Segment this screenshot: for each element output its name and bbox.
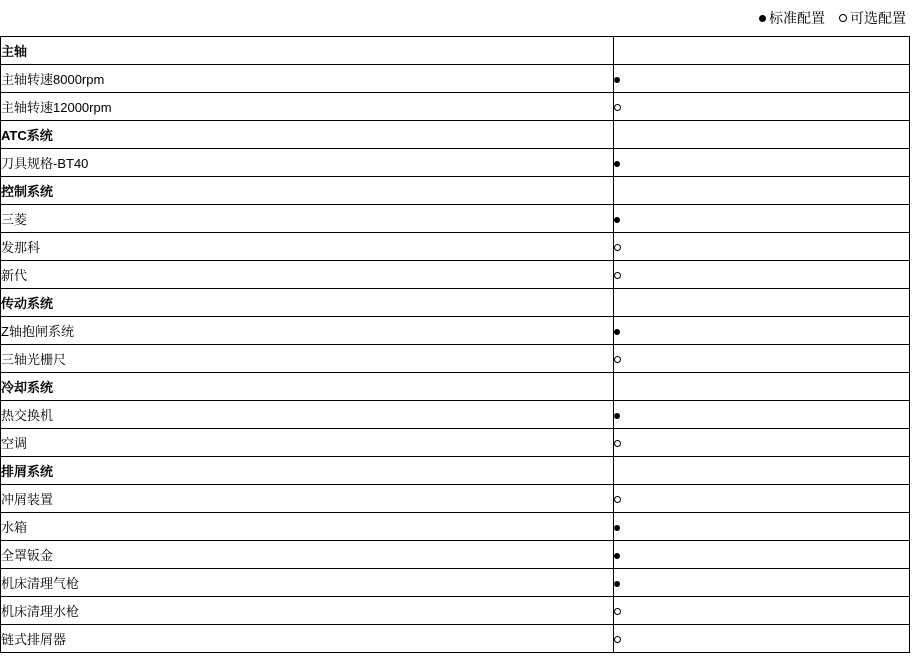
table-row — [1, 345, 910, 373]
table-row — [1, 233, 910, 261]
table-section-row — [1, 177, 910, 205]
filled-circle-icon — [614, 161, 620, 167]
option-mark-cell — [614, 345, 910, 373]
table-row — [1, 513, 910, 541]
section-title: 控制系统 — [1, 177, 614, 205]
option-mark-cell — [614, 177, 910, 205]
option-label: 全罩钣金 — [1, 541, 614, 569]
option-label: 空调 — [1, 429, 614, 457]
option-mark-cell — [614, 205, 910, 233]
table-row — [1, 429, 910, 457]
table-row — [1, 205, 910, 233]
option-mark-cell — [614, 625, 910, 653]
option-mark-cell — [614, 37, 910, 65]
option-label: Z轴抱闸系统 — [1, 317, 614, 345]
section-title: 主轴 — [1, 37, 614, 65]
option-mark-cell — [614, 289, 910, 317]
table-row — [1, 261, 910, 289]
option-mark-cell — [614, 457, 910, 485]
table-row — [1, 317, 910, 345]
open-circle-icon — [839, 14, 847, 22]
option-label: 三轴光栅尺 — [1, 345, 614, 373]
option-mark-cell — [614, 121, 910, 149]
table-row — [1, 541, 910, 569]
table-section-row — [1, 289, 910, 317]
option-mark-cell — [614, 373, 910, 401]
filled-circle-icon — [614, 525, 620, 531]
table-row — [1, 93, 910, 121]
open-circle-icon — [614, 356, 621, 363]
option-label: 水箱 — [1, 513, 614, 541]
legend-item-standard — [759, 8, 825, 28]
option-label: 新代 — [1, 261, 614, 289]
filled-circle-icon — [614, 553, 620, 559]
table-row — [1, 149, 910, 177]
legend-label-optional: 可选配置 — [850, 10, 906, 26]
option-label: 冲屑装置 — [1, 485, 614, 513]
option-mark-cell — [614, 93, 910, 121]
table-row — [1, 597, 910, 625]
open-circle-icon — [614, 272, 621, 279]
option-mark-cell — [614, 597, 910, 625]
table-row — [1, 401, 910, 429]
table-row — [1, 569, 910, 597]
option-mark-cell — [614, 149, 910, 177]
table-row — [1, 485, 910, 513]
table-section-row — [1, 373, 910, 401]
option-mark-cell — [614, 485, 910, 513]
section-title: 排屑系统 — [1, 457, 614, 485]
option-mark-cell — [614, 233, 910, 261]
specification-table — [0, 36, 910, 653]
table-row — [1, 625, 910, 653]
legend — [0, 0, 912, 36]
filled-circle-icon — [614, 413, 620, 419]
open-circle-icon — [614, 440, 621, 447]
filled-circle-icon — [614, 217, 620, 223]
option-mark-cell — [614, 569, 910, 597]
specification-table-body — [1, 37, 910, 653]
filled-circle-icon — [614, 77, 620, 83]
section-title: 传动系统 — [1, 289, 614, 317]
option-label: 机床清理气枪 — [1, 569, 614, 597]
open-circle-icon — [614, 104, 621, 111]
table-section-row — [1, 457, 910, 485]
table-section-row — [1, 121, 910, 149]
option-mark-cell — [614, 513, 910, 541]
open-circle-icon — [614, 636, 621, 643]
table-row — [1, 65, 910, 93]
option-mark-cell — [614, 541, 910, 569]
option-mark-cell — [614, 429, 910, 457]
open-circle-icon — [614, 608, 621, 615]
option-label: 链式排屑器 — [1, 625, 614, 653]
option-label: 主轴转速8000rpm — [1, 65, 614, 93]
option-label: 刀具规格-BT40 — [1, 149, 614, 177]
option-label: 热交换机 — [1, 401, 614, 429]
table-section-row — [1, 37, 910, 65]
open-circle-icon — [614, 244, 621, 251]
section-title: ATC系统 — [1, 121, 614, 149]
option-mark-cell — [614, 401, 910, 429]
section-title: 冷却系统 — [1, 373, 614, 401]
option-label: 主轴转速12000rpm — [1, 93, 614, 121]
option-label: 机床清理水枪 — [1, 597, 614, 625]
legend-item-optional — [839, 8, 906, 28]
option-label: 发那科 — [1, 233, 614, 261]
filled-circle-icon — [759, 15, 766, 22]
option-mark-cell — [614, 261, 910, 289]
filled-circle-icon — [614, 329, 620, 335]
option-mark-cell — [614, 65, 910, 93]
open-circle-icon — [614, 496, 621, 503]
legend-label-standard: 标准配置 — [769, 10, 825, 26]
option-label: 三菱 — [1, 205, 614, 233]
option-mark-cell — [614, 317, 910, 345]
filled-circle-icon — [614, 581, 620, 587]
